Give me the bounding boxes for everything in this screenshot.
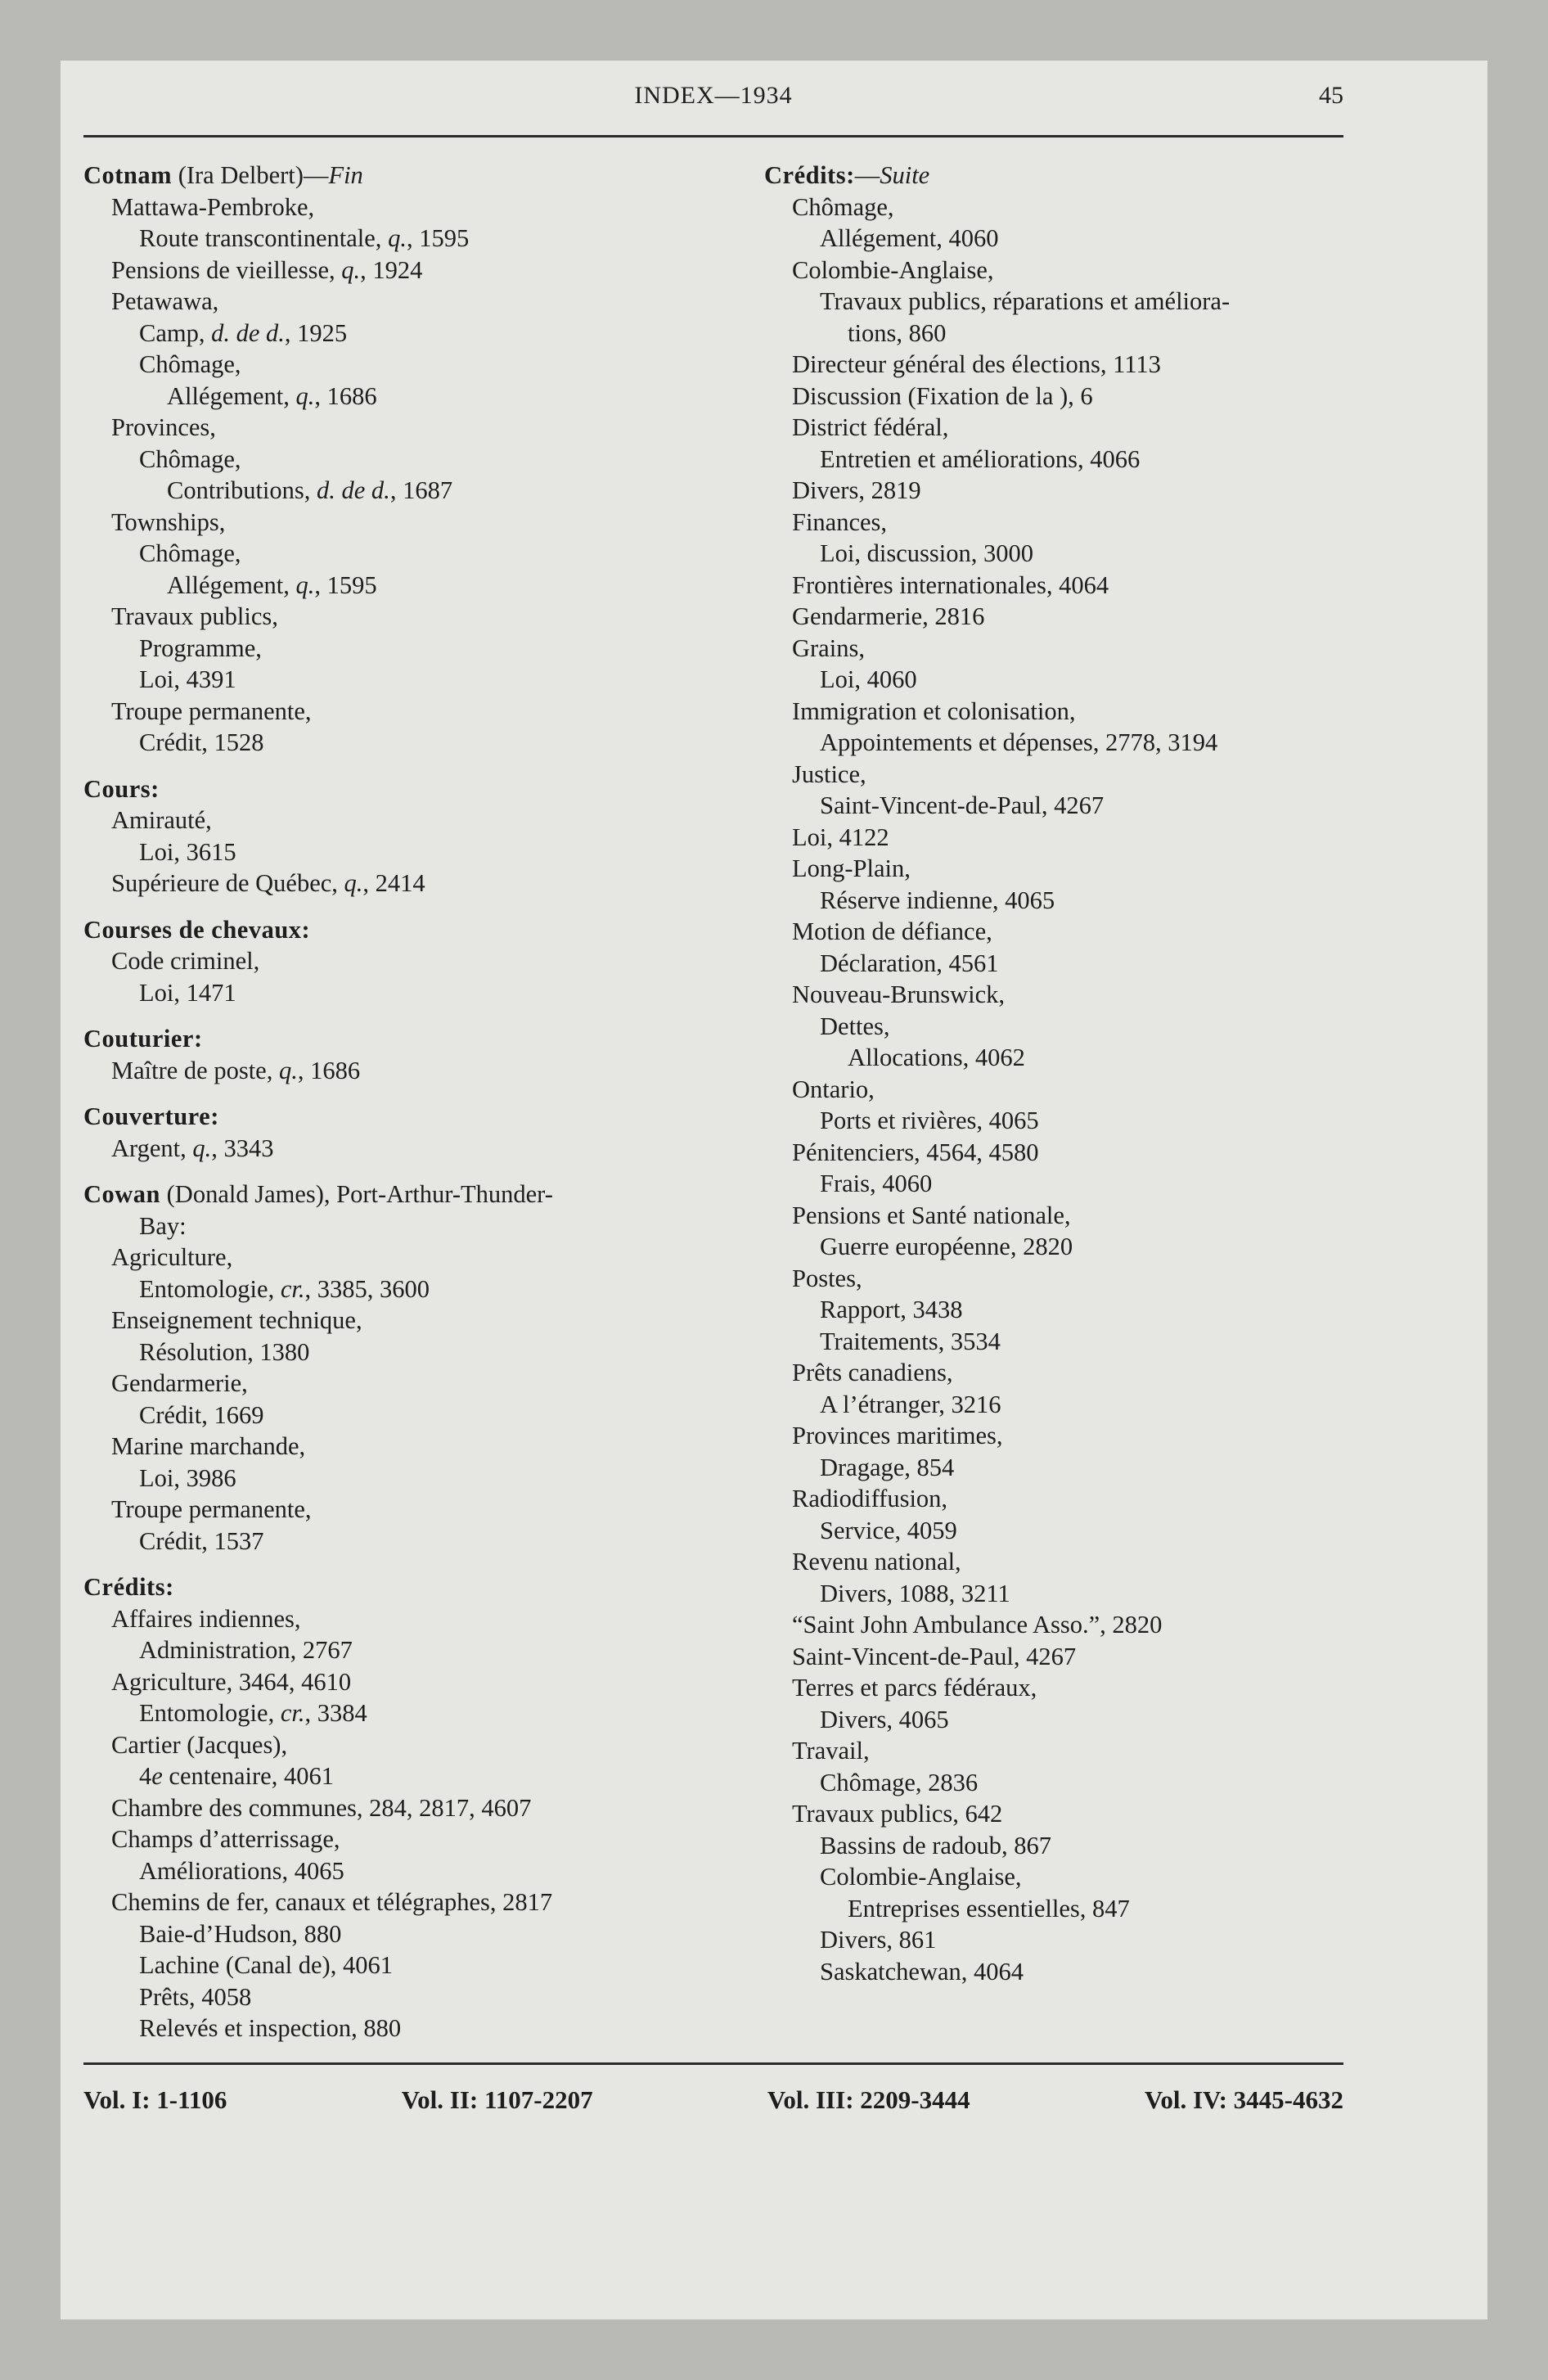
index-entry [764,1263,1386,1295]
index-entry [764,1861,1386,1893]
entry-text: Allégement, 4060 [820,224,999,252]
index-entry [83,444,705,476]
entry-text: Terres et parcs fédéraux, [792,1674,1037,1702]
entry-italic: q. [344,869,363,897]
index-entry [764,1420,1386,1452]
entry-text: Chômage, [792,192,894,221]
entry-text: Loi, discussion, 3000 [820,539,1033,567]
entry-text: Pensions de vieillesse, [111,255,342,284]
index-entry [764,1893,1386,1925]
entry-text: Entreprises essentielles, 847 [848,1894,1130,1922]
index-entry [83,1273,705,1305]
index-entry [83,1918,705,1950]
entry-text: tions, 860 [848,318,947,347]
entry-text: Petawawa, [111,287,219,315]
index-entry [83,1463,705,1494]
entry-text: Entomologie, [139,1699,281,1727]
index-entry [764,412,1386,444]
entry-text: District fédéral, [792,413,949,441]
entry-text: Ontario, [792,1075,875,1103]
entry-text: Justice, [792,760,866,788]
entry-text-cont: , 1595 [406,224,470,252]
entry-text: Immigration et colonisation, [792,696,1076,725]
entry-text-cont: — [854,161,880,189]
index-entry [83,349,705,381]
entry-italic: d. de d. [317,476,390,504]
entry-text: Travaux publics, [111,602,278,630]
entry-text-cont: , 3384 [304,1699,367,1727]
index-entry [83,1792,705,1824]
index-entry [764,318,1386,349]
index-heading [764,160,1386,192]
index-entry [83,381,705,412]
entry-text: Travaux publics, réparations et améliora- [820,287,1231,315]
entry-text: Divers, 4065 [820,1705,949,1733]
index-entry [764,1483,1386,1515]
index-entry [83,286,705,318]
index-entry [83,1494,705,1526]
entry-text: Travail, [792,1737,870,1765]
entry-text: Troupe permanente, [111,696,312,725]
volume-range: Vol. II: 1107-2207 [401,2085,593,2114]
entry-text-cont: , 3343 [211,1134,274,1162]
index-entry [764,1042,1386,1074]
entry-text: Supérieure de Québec, [111,869,344,897]
entry-text-cont: (Ira Delbert)— [172,161,329,189]
entry-italic: Suite [880,161,930,189]
index-entry [764,570,1386,602]
index-entry [83,1210,705,1242]
index-entry [83,1336,705,1368]
entry-italic: Fin [328,161,363,189]
index-entry [764,286,1386,318]
entry-text: Bassins de radoub, 867 [820,1831,1051,1859]
entry-text: Agriculture, [111,1243,233,1271]
entry-text: Revenu national, [792,1548,961,1575]
entry-text: Rapport, 3438 [820,1296,963,1323]
index-entry [764,1641,1386,1673]
index-entry [83,1431,705,1463]
index-entry [764,664,1386,696]
entry-text: Saskatchewan, 4064 [820,1957,1024,1986]
entry-text-cont: , 1687 [389,476,453,504]
index-entry [764,696,1386,728]
entry-text: Saint-Vincent-de-Paul, 4267 [792,1642,1077,1670]
entry-text: Long-Plain, [792,854,911,882]
entry-text: Entretien et améliorations, 4066 [820,444,1141,473]
index-entry [83,1400,705,1431]
entry-text: Bay: [139,1211,187,1240]
entry-text: Cotnam [83,161,173,189]
index-entry [764,1767,1386,1799]
index-entry [83,1760,705,1792]
index-entry [764,1231,1386,1263]
index-entry [764,885,1386,917]
entry-text: Loi, 4122 [792,823,889,851]
entry-text-cont: (Donald James), Port-Arthur-Thunder- [160,1180,553,1208]
entry-text: Frontières internationales, 4064 [792,570,1109,599]
index-entry [764,1294,1386,1326]
index-entry [764,538,1386,570]
index-entry [83,868,705,899]
entry-text: Townships, [111,507,226,536]
index-entry [83,1729,705,1761]
entry-text: Route transcontinentale, [139,224,389,252]
index-entry [83,1242,705,1273]
entry-text: Dettes, [820,1012,890,1040]
entry-text: Lachine (Canal de), 4061 [139,1951,393,1979]
entry-text: Chômage, [139,350,241,378]
index-entry [764,1515,1386,1547]
index-entry [764,1389,1386,1421]
index-entry [83,601,705,633]
volume-range: Vol. III: 2209-3444 [767,2085,970,2114]
entry-text: A l’étranger, 3216 [820,1390,1001,1418]
index-heading [83,1571,705,1603]
entry-text-cont: centenaire, 4061 [162,1762,334,1790]
entry-spacer [83,1557,705,1571]
entry-text: Loi, 1471 [139,978,236,1007]
index-entry [764,1798,1386,1830]
entry-text: Code criminel, [111,947,260,975]
index-entry [83,727,705,759]
entry-text-cont: , 1924 [360,255,423,284]
index-entry [764,1924,1386,1956]
entry-text: Radiodiffusion, [792,1485,948,1512]
entry-text: Chambre des communes, 284, 2817, 4607 [111,1793,532,1822]
index-entry [764,727,1386,759]
index-entry [83,1526,705,1557]
entry-text: Administration, 2767 [139,1636,353,1664]
entry-spacer [83,1008,705,1023]
index-heading [83,1101,705,1133]
entry-text: Discussion (Fixation de la ), 6 [792,381,1093,410]
index-entry [764,1672,1386,1704]
index-entry [83,570,705,602]
entry-text: Relevés et inspection, 880 [139,2014,402,2042]
entry-text-cont: , 1595 [314,570,377,599]
entry-text: Champs d’atterrissage, [111,1825,340,1853]
entry-text: Divers, 861 [820,1926,937,1954]
entry-text: Allégement, [167,381,296,410]
index-entry [764,979,1386,1011]
index-heading [83,773,705,805]
entry-text: Pensions et Santé nationale, [792,1201,1071,1229]
entry-text: Crédit, 1528 [139,728,264,756]
entry-text: Guerre européenne, 2820 [820,1233,1073,1260]
entry-text: Amirauté, [111,806,212,834]
entry-text: Provinces, [111,413,216,441]
index-entry [83,1886,705,1918]
index-entry [83,538,705,570]
entry-italic: q. [295,381,315,410]
entry-text: Argent, [111,1134,193,1162]
entry-text: Gendarmerie, 2816 [792,602,985,630]
index-entry [764,853,1386,885]
entry-text: Contributions, [167,476,317,504]
entry-text: Directeur général des élections, 1113 [792,350,1161,378]
index-entry [764,1704,1386,1736]
entry-text: Marine marchande, [111,1432,306,1460]
index-entry [83,255,705,286]
index-entry [83,1133,705,1165]
entry-text: Chômage, 2836 [820,1768,979,1796]
index-entry [83,223,705,255]
entry-italic: q. [388,224,407,252]
index-entry [83,318,705,349]
index-entry [764,1074,1386,1106]
entry-text: Chômage, [139,539,241,567]
entry-text: Dragage, 854 [820,1453,955,1481]
entry-italic: cr. [280,1274,305,1303]
index-entry [764,1735,1386,1767]
entry-text: Baie-d’Hudson, 880 [139,1919,342,1948]
entry-text: Déclaration, 4561 [820,949,999,977]
index-entry [764,349,1386,381]
index-heading [83,160,705,192]
entry-text: Appointements et dépenses, 2778, 3194 [820,728,1218,756]
entry-text: Affaires indiennes, [111,1604,301,1633]
index-entry [764,601,1386,633]
index-entry [764,759,1386,791]
index-column-right [764,160,1386,1987]
index-entry [764,223,1386,255]
index-column-left [83,160,705,2044]
entry-text: Loi, 3615 [139,837,236,866]
index-entry [764,1011,1386,1043]
index-entry [764,1830,1386,1862]
entry-text: Entomologie, [139,1274,281,1303]
entry-text: Gendarmerie, [111,1369,248,1397]
entry-text: Colombie-Anglaise, [792,255,994,284]
index-entry [764,1326,1386,1358]
entry-text: Colombie-Anglaise, [820,1863,1022,1891]
index-entry [764,1168,1386,1200]
index-heading [83,1179,705,1210]
volume-ranges-footer [83,2085,1343,2123]
index-entry [83,1950,705,1981]
entry-spacer [83,1086,705,1101]
volume-range: Vol. I: 1-1106 [83,2085,227,2114]
entry-text: Motion de défiance, [792,917,992,945]
entry-italic: q. [192,1134,212,1162]
entry-text: Nouveau-Brunswick, [792,980,1006,1008]
entry-text: Enseignement technique, [111,1306,362,1334]
entry-text: Pénitenciers, 4564, 4580 [792,1138,1039,1166]
entry-text: Réserve indienne, 4065 [820,886,1055,914]
entry-text: Chômage, [139,444,241,473]
page-number: 45 [1319,82,1343,109]
index-entry [83,507,705,539]
index-entry [83,1055,705,1087]
entry-text: Provinces maritimes, [792,1422,1003,1449]
entry-text: Programme, [139,633,262,662]
entry-text: Allégement, [167,570,296,599]
page-header [83,82,1343,118]
index-entry [764,790,1386,822]
index-entry [764,948,1386,980]
index-entry [83,664,705,696]
entry-text: Divers, 1088, 3211 [820,1579,1010,1607]
index-entry [764,1137,1386,1169]
index-entry [83,1697,705,1729]
index-entry [764,507,1386,539]
entry-text: Crédits: [764,161,855,189]
entry-text: Allocations, 4062 [848,1044,1025,1071]
index-entry [83,2013,705,2044]
index-entry [83,1634,705,1666]
index-entry [83,1603,705,1635]
entry-text: Crédit, 1537 [139,1526,264,1555]
index-entry [83,1666,705,1698]
entry-italic: e [151,1762,163,1790]
entry-italic: cr. [280,1699,305,1727]
index-entry [764,1357,1386,1389]
index-entry [83,1823,705,1855]
index-entry [83,1981,705,2013]
index-entry [764,916,1386,948]
footer-rule [83,2062,1343,2065]
header-rule [83,135,1343,137]
entry-text: Camp, [139,318,212,347]
entry-text: Maître de poste, [111,1056,279,1084]
entry-text: Loi, 3986 [139,1463,236,1492]
index-entry [83,805,705,836]
entry-text: Courses de chevaux: [83,915,311,944]
entry-text-cont: , 2414 [362,869,425,897]
entry-text: Divers, 2819 [792,476,921,504]
index-entry [764,255,1386,286]
entry-text: Agriculture, 3464, 4610 [111,1667,352,1696]
entry-spacer [83,899,705,914]
entry-italic: q. [341,255,361,284]
entry-text: Ports et rivières, 4065 [820,1107,1039,1134]
entry-text-cont: , 1925 [284,318,348,347]
entry-text-cont: , 1686 [297,1056,361,1084]
index-entry [83,977,705,1009]
index-entry [764,1578,1386,1610]
index-entry [83,836,705,868]
entry-text: Traitements, 3534 [820,1327,1001,1355]
index-entry [764,444,1386,476]
index-entry [764,475,1386,507]
entry-text: Cowan [83,1180,161,1208]
index-entry [83,633,705,665]
index-entry [764,381,1386,412]
entry-text: 4 [139,1762,152,1790]
entry-text: Cartier (Jacques), [111,1730,288,1759]
entry-text-cont: , 3385, 3600 [304,1274,430,1303]
entry-text: Couverture: [83,1102,219,1130]
entry-text-cont: , 1686 [314,381,377,410]
index-entry [764,822,1386,854]
entry-text: Saint-Vincent-de-Paul, 4267 [820,791,1105,819]
entry-text: Chemins de fer, canaux et télégraphes, 2817 [111,1888,553,1916]
index-entry [764,1200,1386,1232]
index-entry [83,475,705,507]
index-heading [83,1023,705,1055]
index-heading [83,914,705,946]
entry-text: Résolution, 1380 [139,1337,310,1366]
entry-text: Prêts, 4058 [139,1982,252,2011]
entry-text: Loi, 4391 [139,665,236,693]
index-entry [764,192,1386,223]
entry-text: Grains, [792,633,865,662]
entry-text: Améliorations, 4065 [139,1856,344,1885]
entry-italic: d. de d. [211,318,285,347]
index-entry [764,1609,1386,1641]
index-entry [764,1105,1386,1137]
entry-spacer [83,1164,705,1179]
entry-text: Crédit, 1669 [139,1400,264,1429]
entry-text: Troupe permanente, [111,1495,312,1523]
entry-italic: q. [295,570,315,599]
page-title: INDEX—1934 [634,82,793,109]
index-entry [83,412,705,444]
entry-spacer [83,759,705,773]
index-entry [83,1368,705,1400]
index-entry [83,696,705,728]
entry-text: Travaux publics, 642 [792,1800,1003,1828]
index-entry [83,192,705,223]
index-entry [764,633,1386,665]
entry-text: “Saint John Ambulance Asso.”, 2820 [792,1611,1163,1639]
index-entry [764,1956,1386,1988]
index-entry [83,1305,705,1336]
entry-text: Service, 4059 [820,1516,957,1544]
index-entry [83,1855,705,1887]
entry-text: Couturier: [83,1025,203,1053]
index-entry [764,1452,1386,1484]
entry-text: Frais, 4060 [820,1170,933,1197]
entry-text: Crédits: [83,1573,174,1601]
entry-text: Prêts canadiens, [792,1359,953,1386]
entry-text: Postes, [792,1264,862,1292]
entry-text: Finances, [792,507,888,536]
index-entry [83,945,705,977]
entry-text: Loi, 4060 [820,665,917,693]
index-entry [764,1546,1386,1578]
volume-range: Vol. IV: 3445-4632 [1144,2085,1343,2114]
entry-text: Mattawa-Pembroke, [111,192,315,221]
entry-italic: q. [278,1056,298,1084]
entry-text: Cours: [83,774,160,803]
